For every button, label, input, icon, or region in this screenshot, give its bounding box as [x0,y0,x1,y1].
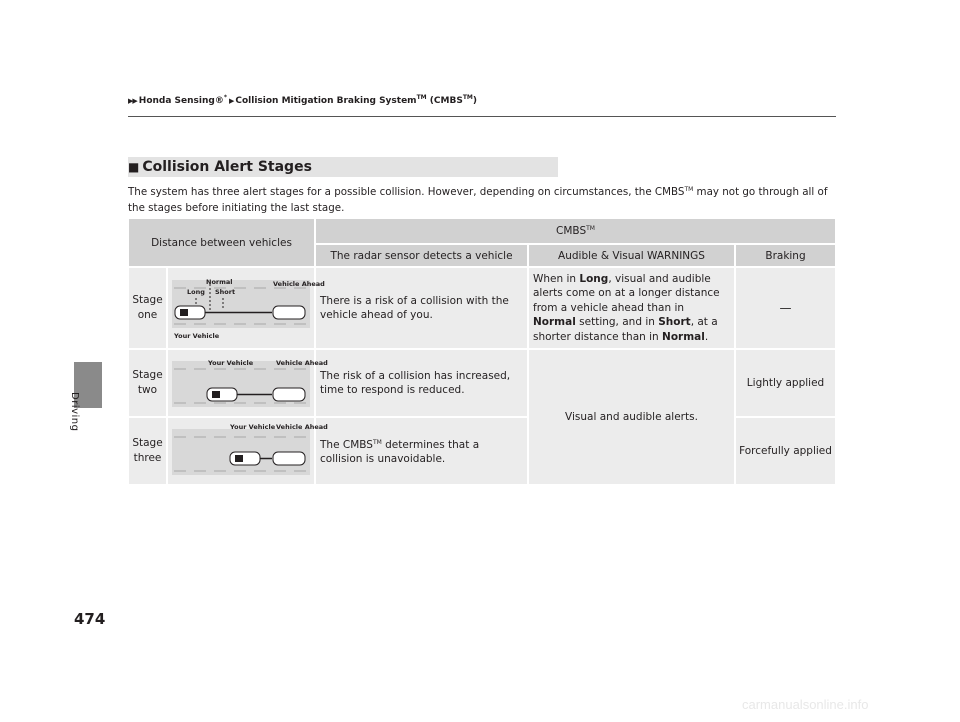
breadcrumb-item-honda-sensing[interactable]: Honda Sensing® [138,96,224,106]
breadcrumb-cmbs-label: Collision Mitigation Braking System [235,96,417,106]
stage-one-braking: — [735,267,836,349]
label-your-vehicle: Your Vehicle [174,332,220,340]
label-your-vehicle: Your Vehicle [230,423,276,431]
breadcrumb-arrow-icon: ▶▶ [128,97,137,105]
header-rule [128,116,836,117]
header-cmbs [315,218,836,244]
intro-paragraph [128,182,836,216]
stage-two-diagram [167,349,328,417]
stage-one-label: Stage one [128,267,167,349]
warn-text: , visual and audible alerts come on at a longer distance from a vehicle ahead than in [533,272,720,314]
header-distance [128,218,315,267]
label-vehicle-ahead: Vehicle Ahead [276,359,328,367]
warn-text: . [704,330,709,343]
header-distance-label: Distance between vehicles [151,236,292,249]
label-vehicle-ahead: Vehicle Ahead [276,423,328,431]
stage-two-diagram-svg [170,351,328,415]
label-normal: Normal [206,278,233,286]
stage-two-label: Stage two [128,349,167,417]
breadcrumb-close-paren: ) [472,96,478,106]
stage-two-radar: The risk of a collision has increased, time to respond is reduced. [315,349,528,417]
footnote-marker: * [223,94,227,101]
header-radar: The radar sensor detects a vehicle [315,244,528,267]
warn-text: setting, and in [575,316,659,329]
breadcrumb-item-cmbs[interactable] [235,96,477,106]
tm-mark: TM [462,94,473,101]
tm-mark: TM [372,438,382,446]
stage-three-braking: Forcefully applied [735,417,836,485]
table-row-stage-one [128,267,836,349]
tm-mark: TM [416,94,427,101]
tm-mark: TM [586,225,595,232]
stage-one-diagram-svg [170,276,325,340]
section-title: Collision Alert Stages [142,159,312,175]
table-row-stage-two [128,349,836,417]
stage-one-warnings [528,267,735,349]
breadcrumb [128,94,477,106]
stage-one-radar: There is a risk of a collision with the vehicle ahead of you. [315,267,528,349]
stage-one-diagram [167,267,325,349]
intro-text-part2: may not go through all of the stages before initiating the last stage. [128,186,828,214]
label-short: Short [215,288,236,296]
radar-text: The CMBS [320,438,373,451]
label-vehicle-ahead [273,280,325,288]
header-warnings: Audible & Visual WARNINGS [528,244,735,267]
warn-text: When in [533,272,580,285]
radar-text: determines that a collision is unavoidable. [320,438,480,465]
warn-normal: Normal [662,330,705,343]
stage-three-diagram [167,417,328,485]
header-braking: Braking [735,244,836,267]
label-your-vehicle: Your Vehicle [208,359,254,367]
stage-three-label: Stage three [128,417,167,485]
square-bullet-icon: ■ [128,160,140,174]
warn-normal: Normal [533,316,576,329]
warn-short: Short [658,316,691,329]
intro-text-part1: The system has three alert stages for a possible collision. However, depending on circumstances, the CMBS [128,186,685,198]
stage-three-diagram-svg [170,419,328,483]
chapter-side-label: Driving [69,392,80,432]
label-vehicle-ahead-text: Vehicle Ahead [273,280,325,288]
page-number: 474 [74,610,106,628]
tm-mark: TM [684,186,694,193]
header-cmbs-label: CMBS [556,225,587,237]
section-heading [128,157,558,177]
label-long: Long [187,288,205,296]
alert-stages-table [128,218,836,485]
breadcrumb-arrow-icon: ▶ [228,97,234,105]
breadcrumb-cmbs-abbr: (CMBS [429,96,463,106]
stage-two-braking: Lightly applied [735,349,836,417]
stages-two-three-warnings: Visual and audible alerts. [528,349,735,485]
warn-long: Long [579,272,609,285]
warn-text: , at a shorter distance than in [533,316,718,343]
stage-three-radar [315,417,528,485]
footer-watermark: carmanualsonline.info [742,697,869,712]
